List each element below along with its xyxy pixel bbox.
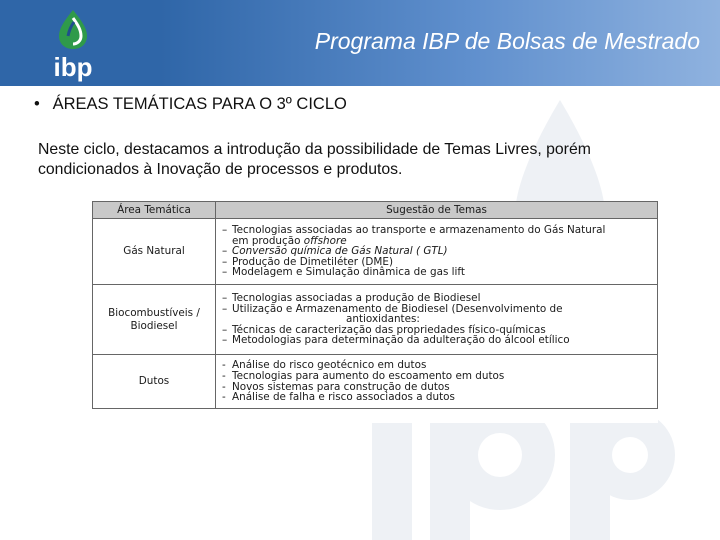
topic-dash: –: [222, 266, 228, 279]
area-cell: [93, 355, 216, 409]
topic-text: Novos sistemas para construção de dutos: [232, 380, 450, 393]
area-label: Dutos: [138, 375, 170, 387]
header-area: Área Temática: [93, 202, 216, 219]
intro-line-2: condicionados à Inovação de processos e produtos.: [38, 161, 403, 178]
intro-line-1: Neste ciclo, destacamos a introdução da possibilidade de Temas Livres, porém: [38, 141, 591, 158]
topic-dash: –: [222, 245, 228, 258]
table-header-row: [93, 202, 658, 219]
area-label: Biodiesel: [130, 319, 178, 332]
section-heading-text: ÁREAS TEMÁTICAS PARA O 3º CICLO: [52, 95, 347, 113]
topic-dash: –: [222, 302, 228, 315]
themes-table-container: [92, 201, 658, 423]
topic-text: Produção de Dimetiléter (DME): [232, 255, 394, 268]
topic-text: Tecnologias associadas a produção de Biodiesel: [232, 292, 481, 305]
topics-cell: [216, 285, 658, 355]
topic-text: em produção: [232, 234, 304, 247]
table-row: [93, 285, 658, 355]
topic-text: Análise do risco geotécnico em dutos: [232, 359, 427, 372]
topics-cell: [216, 355, 658, 409]
area-label: Gás Natural: [123, 245, 185, 257]
table-body: [93, 219, 658, 409]
topic-emphasis: Conversão química de Gás Natural ( GTL): [232, 245, 448, 258]
topic-text: Tecnologias associadas ao transporte e armazenamento do Gás Natural: [232, 224, 606, 237]
topic-item: [222, 304, 653, 315]
topics-cell: [216, 219, 658, 285]
table-row: [93, 355, 658, 409]
section-heading: [34, 95, 347, 114]
topic-dash: –: [222, 323, 228, 336]
area-cell: [93, 285, 216, 355]
header-bar: [0, 0, 720, 86]
header-topics: Sugestão de Temas: [216, 202, 658, 219]
area-cell: [93, 219, 216, 285]
topic-text: Tecnologias para aumento do escoamento em dutos: [232, 369, 505, 382]
topic-text: Metodologias para determinação da adulteração do álcool etílico: [232, 334, 570, 347]
themes-table: [92, 201, 658, 409]
topic-text: Modelagem e Simulação dinâmica de gas lift: [232, 266, 465, 279]
topic-text: Técnicas de caracterização das propriedades físico-químicas: [232, 323, 546, 336]
topic-dash: –: [222, 292, 228, 305]
topic-dash: -: [222, 380, 226, 393]
intro-paragraph: [38, 140, 698, 180]
topic-text: Utilização e Armazenamento de Biodiesel (Desenvolvimento de: [232, 302, 563, 315]
table-row: [93, 219, 658, 285]
ibp-logo: [38, 6, 108, 82]
topic-text: Análise de falha e risco associados a dutos: [232, 391, 455, 404]
page-title: Programa IBP de Bolsas de Mestrado: [314, 28, 700, 54]
topic-dash: –: [222, 334, 228, 347]
topic-dash: -: [222, 369, 226, 382]
topic-emphasis: offshore: [303, 234, 347, 247]
topic-dash: -: [222, 391, 226, 404]
topic-item: [222, 267, 653, 278]
topic-text: antioxidantes:: [346, 313, 420, 326]
topic-item: [222, 335, 653, 346]
logo-wordmark: ibp: [53, 52, 93, 82]
topic-item: [222, 392, 653, 403]
topic-dash: –: [222, 255, 228, 268]
bullet-icon: •: [34, 95, 40, 113]
area-label: Biocombustíveis /: [108, 306, 200, 319]
topic-dash: –: [222, 224, 228, 237]
topic-dash: -: [222, 359, 226, 372]
